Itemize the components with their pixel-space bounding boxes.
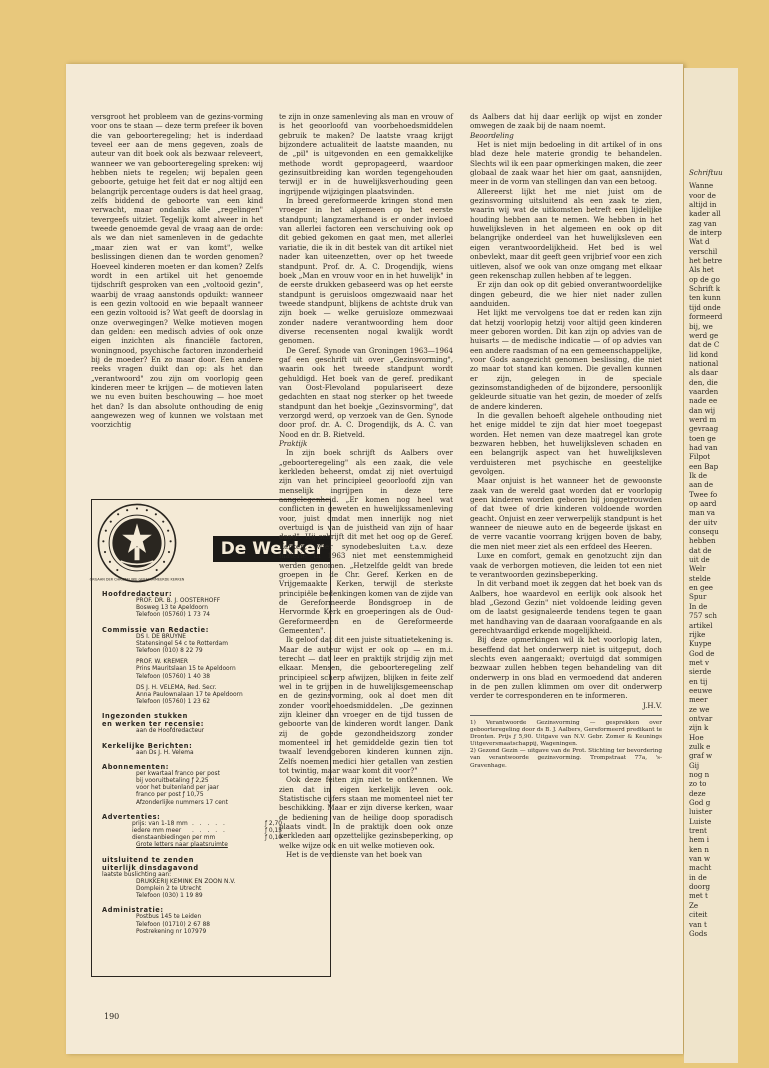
facing-page-line: hem i: [689, 835, 710, 845]
facing-page-line: God de: [689, 648, 715, 658]
ad-rate-label: iedere mm meer: [132, 828, 182, 835]
facing-page-line: op de go: [689, 274, 720, 284]
facing-page-line: artikel: [689, 620, 713, 630]
facing-page-line: national: [689, 358, 719, 368]
page-number: 190: [104, 1012, 120, 1021]
facing-page-line: tijd onde: [689, 302, 721, 312]
facing-page-line: Gij: [689, 760, 700, 770]
ingezonden-heading: Ingezonden stukken: [102, 712, 188, 721]
facing-page-line: Kuype: [689, 639, 712, 649]
body-paragraph: In breed gereformeerde kringen stond men vroeger in het algemeen op het eerste standpunt; langzamerhand is er onder invloed van allerlei factoren een verschuiving ook op dit gebied gekomen en gaat men, met allerlei variatie, die ik in dit bestek van dit artikel niet nader kan uiteenzetten, over op het tweede standpunt. Prof. dr. A. C. Drogendijk, wiens boek „Man en vrouw voor en in het huwelijk" in de eerste drukken gebaseerd was op het eerste standpunt is geruisloos omgezwaaid naar het tweede standpunt, blijkens de achtste druk van zijn boek — welke geruisloze ommezwaai zonder nadere verantwoording hem door diverse recensenten nogal kwalijk wordt genomen.: [279, 196, 453, 346]
church-seal-icon: [89, 502, 185, 584]
facing-page-line: Spur: [689, 592, 707, 602]
facing-page-line: ze we: [689, 704, 710, 714]
member-address: Statensingel 54 c te Rotterdam: [136, 640, 229, 647]
body-paragraph: Ik geloof dat dit een juiste situatietekening is. Maar de auteur wijst er ook op — en m.i. terecht — dat leer en praktijk strijdig zijn met elkaar. Mensen, die geboorteregeling zelf principieel scherp afwijzen, blijken in feite zelf wel in te grijpen in de huwelijksgemeenschap en de gezinsvorming, ook al doet men dit zonder voorbehoedsmiddelen. „De gezinnen zijn kleiner dan vroeger en de tijd tussen de geboorte van de kinderen wordt langer. Dank zij de goede gezondheidszorg zonder momenteel in het gemiddelde gezin tien tot twaalf levendgeboren kinderen kunnen zijn. Zelfs noemen medici hier getallen van zestien tot twintig, maar waar komt dit voor?": [279, 635, 453, 776]
facing-page-line: in de: [689, 872, 707, 882]
facing-page-line: het betre: [689, 256, 723, 266]
facing-page-line: zulk e: [689, 741, 711, 751]
body-paragraph: In die gevallen behoeft algehele onthouding niet het enige middel te zijn dat hier moet toegepast worden. Het nemen van deze maatregel kan grote bezwaren hebben, het huwelijksleven schaden en een belangrijk aspect van het huwelijksleven verduisteren met psychische en geestelijke gevolgen.: [470, 411, 662, 477]
admin-line: Postbus 145 te Leiden: [136, 914, 202, 921]
subscription-line: Afzonderlijke nummers 17 cent: [136, 799, 228, 806]
abonnementen-heading: Abonnementen:: [102, 762, 170, 771]
facing-page-line: ken n: [689, 844, 709, 854]
article-column-1: [91, 112, 263, 430]
facing-page-line: lid kond: [689, 349, 719, 359]
editor-name: PROF. DR. B. J. OOSTERHOFF: [136, 598, 221, 604]
facing-page-line: stelde: [689, 573, 711, 583]
facing-page-line: verschil: [689, 246, 718, 256]
kerkelijke-target: aan Ds J. H. Velema: [136, 749, 194, 756]
facing-page-line: Schrift k: [689, 284, 721, 294]
facing-page-line: man va: [689, 508, 716, 518]
advertenties-heading: Advertenties:: [102, 812, 161, 821]
facing-page-line: 757 sch: [689, 611, 717, 621]
footnote-2: 2) Gezond Gezin — uitgave van de Prot. Stichting ter bevordering van verantwoorde gezinsvorming. Trompstraat 77a, 's-Gravenhage.: [470, 748, 662, 769]
article-column-3: [470, 112, 662, 770]
facing-page-line: op aard: [689, 499, 717, 509]
body-paragraph: Allereerst lijkt het me niet juist om de gezinsvorming uitsluitend als een zaak te zien, waarin wij wat de uitkomsten betreft een lijdelijke houding hebben aan te nemen. We hebben in het huwelijksleven in het algemeen en ook op dit belangrijke onderdeel van het huwelijksleven een eigen verantwoordelijkheid. Het bed is wel onbevlekt, maar dit geeft geen vrijbrief voor een zich uitleven, alsof we ook van onze omgang met elkaar geen rekenschap zullen hebben af te leggen.: [470, 186, 662, 280]
administratie-heading: Administratie:: [102, 906, 164, 915]
facing-page-line: trent: [689, 826, 707, 836]
facing-page-line: van t: [689, 919, 707, 929]
facing-page-line: Welr: [689, 564, 706, 574]
facing-page-line: toen ge: [689, 433, 716, 443]
magazine-title: De Wekker: [213, 536, 330, 562]
facing-page-line: werd ge: [689, 330, 719, 340]
facing-page-line: werd m: [689, 414, 717, 424]
facing-page-line: Filpot: [689, 452, 711, 462]
author-signature: J.H.V.: [642, 700, 662, 710]
facing-page-line: eeuwe: [689, 685, 713, 695]
body-paragraph: Ook deze feiten zijn niet te ontkennen. We zien dat in eigen kerkelijk leven ook. Statistische cijfers staan me momenteel niet ter beschikking. Maar er zijn diverse kerken, waar de bediening van de heilige doop sporadisch plaats vindt. In de praktijk doen ook onze kerkleden aan opzettelijke gezinsbeperking, op welke wijze ook en uit welke motieven ook.: [279, 775, 453, 850]
section-heading-praktijk: Praktijk: [279, 439, 308, 449]
facing-page-line: sierde: [689, 667, 712, 677]
facing-page-line: graf w: [689, 751, 713, 761]
body-paragraph: In zijn boek schrijft ds Aalbers over „geboorteregeling" als een zaak, die vele kerkleden beheerst, omdat zij niet overtuigd zijn van het principieel geoorloofd zijn van menselijk ingrijpen in deze tere aangelegenheid. „Er komen nog heel wat conflicten in geweten en huwelijkssamenleving voor, juist omdat men innerlijk nog niet overtuigd is van de juistheid van zijn of haar daad". Hij schrijft dit met het oog op de Geref. Kerken, wier synodebesluiten t.a.v. deze materie in 1963 niet met eenstemmigheid werden genomen. „Hetzelfde geldt van brede groepen in de Chr. Geref. Kerken en de Vrijgemaakte Kerken, terwijl de sterkste principiële bedenkingen komen van de zijde van de Gereformeerde Bondsgroep in de Hervormde Kerk en groeperingen als de Oud-Gereformeerden en de Gereformeerde Gemeenten".: [279, 448, 453, 635]
facing-page-line: citeit: [689, 910, 708, 920]
printer-phone: Telefoon (030) 1 19 89: [136, 893, 203, 900]
facing-page-line: zo to: [689, 779, 707, 789]
commissie-heading: Commissie van Redactie:: [102, 625, 209, 634]
editor-address: Bosweg 13 te Apeldoorn: [136, 605, 208, 612]
facing-page-line: kader all: [689, 209, 721, 219]
facing-page-line: van w: [689, 854, 711, 864]
facing-page-line: consequ: [689, 527, 719, 537]
facing-page-line: een Bap: [689, 461, 719, 471]
uitsluitend-heading-3: laatste buslichting aan:: [102, 871, 172, 878]
facing-page-line: der uitv: [689, 517, 718, 527]
editor-phone: Telefoon (05760) 1 73 74: [136, 612, 211, 619]
ad-rate-dots: . . . . .: [192, 828, 227, 835]
facing-page-line: had van: [689, 442, 718, 452]
ad-rate-note: Grote letters naar plaatsruimte: [136, 842, 228, 849]
facing-page-line: dat de: [689, 545, 712, 555]
body-paragraph: Het is niet mijn bedoeling in dit artikel of in ons blad deze hele materie grondig te behandelen. Slechts wil ik een paar opmerkingen maken, die zeer globaal de zaak waar het hier om gaat, aansnijden, meer in de vorm van stellingen dan van een betoog.: [470, 140, 662, 187]
member-phone: Telefoon (010) 8 22 79: [136, 648, 203, 655]
body-paragraph: Het is de verdienste van het boek van: [286, 850, 423, 860]
printer-name: DRUKKERIJ KEMINK EN ZOON N.V.: [136, 878, 236, 885]
ad-rate-label: dienstaanbiedingen per mm: [132, 835, 216, 842]
body-paragraph: te zijn in onze samenleving als man en vrouw of is het geoorloofd van voorbehoedsmiddelen gebruik te maken? De laatste vraag krijgt bijzondere actualiteit de laatste maanden, nu de „pil" is uitgevonden en een gemakkelijke methode wordt gepropageerd, waardoor gezinsuitbreiding kan worden tegengehouden terwijl er in de huwelijksverhouding geen ingrijpende wijzigingen plaatsvinden.: [279, 112, 453, 196]
facing-page-line: meer: [689, 695, 708, 705]
admin-line: Telefoon (01710) 2 67 88: [136, 921, 211, 928]
uitsluitend-heading: uitsluitend te zenden: [102, 855, 194, 864]
facing-page-edge: [684, 68, 738, 1063]
ingezonden-heading-2: en werken ter recensie:: [102, 720, 205, 729]
subscription-line: voor het buitenland per jaar: [136, 785, 219, 792]
body-paragraph: Bij deze opmerkingen wil ik het voorlopig laten, beseffend dat het onderwerp niet is uitgeput, doch slechts even aangeraakt; overtuigd dat sommigen bezwaar zullen hebben tegen behandeling van dit onderwerp in ons blad en vermoedend dat anderen in de pen zullen klimmen om over dit onderwerp verder te corresponderen en te informeren.: [470, 635, 662, 701]
facing-page-line: nade ee: [689, 396, 718, 406]
facing-page-line: met v: [689, 657, 710, 667]
facing-page-line: doorg: [689, 882, 711, 892]
facing-page-line: formeerd: [689, 312, 723, 322]
facing-page-line: Luiste: [689, 816, 712, 826]
facing-page-line: luister: [689, 807, 713, 817]
body-paragraph: Maar onjuist is het wanneer het de gewoonste zaak van de wereld gaat worden dat er voorlopig geen kinderen worden geboren bij jonggetrouwden of dat twee of drie kinderen voldoende worden geacht. Onjuist en zeer verwerpelijk standpunt is het wanneer de nieuwe auto en de begeerde ijskast en de verre vacantie voorrang krijgen boven de baby, die men niet meer ziet als een erfdeel des Heeren.: [470, 476, 662, 551]
body-paragraph: De Geref. Synode van Groningen 1963—1964 gaf een geschrift uit over „Gezinsvorming", waarin ook het tweede standpunt wordt gehuldigd. Het boek van de geref. predikant van Oost-Flevoland populariseert deze gedachten en staat nog sterker op het tweede standpunt dan het boekje „Gezinsvorming", dat verzorgd werd, op verzoek van de Gen. Synode door prof. dr. A. C. Drogendijk, ds A. C. van Nood en dr. B. Rietveld.: [279, 345, 453, 439]
facing-page-line: deze: [689, 788, 706, 798]
ad-rate-label: prijs: van 1-18 mm: [132, 820, 188, 827]
body-paragraph: Het lijkt me vervolgens toe dat er reden kan zijn dat hetzij voorlopig hetzij voor altijd geen kinderen meer geboren worden. Dit kan zijn op advies van de huisarts — de medische indicatie — of op advies van een andere raadsman of na een gemeenschappelijke, voor Gods aangezicht genomen beslissing, die niet zo maar tot stand kan komen. Die gevallen kunnen er zijn, gelegen in de speciale gezinsomstandigheden of de bijzondere, persoonlijk gekleurde situatie van het gezin, de moeder of zelfs de andere kinderen.: [470, 308, 662, 411]
facing-page-line: zag van: [689, 218, 717, 228]
facing-page-line: altijd in: [689, 200, 717, 210]
facing-page-line: als daar: [689, 368, 718, 378]
facing-page-line: God g: [689, 798, 711, 808]
member-address: Anna Paulownalaan 17 te Apeldoorn: [136, 692, 243, 699]
facing-page-title: Schriftuu: [689, 168, 723, 177]
member-name: PROF. W. KREMER: [136, 659, 188, 666]
admin-line: Postrekening nr 107979: [136, 928, 207, 935]
printer-address: Domplein 2 te Utrecht: [136, 886, 202, 893]
facing-page-line: zijn k: [689, 723, 709, 733]
member-name: DS I. DE BRUYNE: [136, 633, 186, 640]
footnotes: [470, 715, 662, 770]
ad-rate-dots: . . . . .: [192, 820, 227, 827]
facing-page-line: dat de C: [689, 340, 720, 350]
subscription-line: per kwartaal franco per post: [136, 770, 220, 777]
facing-page-line: met t: [689, 891, 708, 901]
facing-page-line: Ik de: [689, 471, 708, 480]
member-phone: Telefoon (05760) 1 40 38: [136, 673, 211, 680]
facing-page-line: uit de: [689, 555, 710, 565]
body-paragraph: versgroot het probleem van de gezins-vorming voor ons te staan — deze term prefeer ik boven die van geboorteregeling; het is inderdaad teveel eer aan de mens gegeven, zoals de auteur van dit boek ook als bezwaar releveert, wanneer we van geboorteregeling spreken: wij hebben niets te regelen; wij bepalen geen geboorte, getuige het feit dat er nog altijd een belangrijk percentage ouders is dat heel graag, zelfs biddend de geboorte van een kind verwacht, maar ondanks alle „regelingen" tevergeefs uitziet. Tegelijk komt alweer in het tweede genoemde geval de vraag aan de orde: als we dan niet samenleven in de gedachte „maar zien wat er van komt", welke beslissingen dienen dan te worden genomen? Hoeveel kinderen moeten er dan komen? Zelfs wordt in een artikel uit het genoemde tijdschrift gesproken van een „voltooid gezin", waarbij de vraag aanstonds opduikt: wanneer is een gezin voltooid en wie bepaalt wanneer een gezin voltooid is? Wat geeft de doorslag in onze overwegingen? Welke motieven mogen dan gelden: een medisch advies of ook onze eigen inzichten als financiële factoren, woningnood, psychische factoren inzonderheid bij de moeder? En zo maar door. Een andere reeks vragen duikt dan op: als het dan „verantwoord" zou zijn om voorlopig geen kinderen meer te krijgen — de motieven laten we nu even buiten beschouwing — hoe moet het dan? Is dan absolute onthouding de enig aangewezen weg of kunnen we volstaan met voorzichtig: [91, 112, 263, 430]
facing-page-line: rijke: [689, 629, 706, 639]
facing-page-line: Gods: [689, 928, 708, 938]
facing-page-line: vaarden: [689, 386, 719, 396]
footnote-1: 1) Verantwoorde Gezinsvorming — gesprekken over geboorteregeling door ds B. J. Aalbers, Gereformeerd predikant te Dronten. Prijs ƒ 5,90. Uitgave van N.V. Gebr. Zomer & Keunings Uitgeversmaatschappij, Wageningen.: [470, 720, 662, 748]
facing-page-line: Ze: [689, 900, 699, 910]
subscription-line: franco per post ƒ 10,75: [136, 792, 204, 799]
uitsluitend-heading-2: uiterlijk dinsdagavond: [102, 863, 199, 872]
facing-page-line: Wat d: [689, 237, 710, 247]
facing-page-line: nog n: [689, 770, 710, 779]
body-paragraph: In dit verband moet ik zeggen dat het boek van ds Aalbers, hoe waardevol en eerlijk ook alsook het blad „Gezond Gezin" niet voldoende leiding geven om de laatst gesignaleerde tendens tegen te gaan met handhaving van de daaraan voorafgaande en als gerechtvaardigd erkende mogelijkheid.: [470, 579, 662, 635]
facing-page-line: Hoe: [689, 732, 704, 742]
facing-page-line: gevraag: [689, 424, 719, 434]
hoofdredacteur-heading: Hoofdredacteur:: [102, 590, 173, 598]
facing-page-line: den, die: [689, 377, 718, 387]
facing-page-line: In de: [689, 601, 708, 611]
facing-page-line: ten kunn: [689, 293, 721, 303]
facing-page-line: en gee: [689, 583, 713, 593]
member-phone: Telefoon (05760) 1 23 62: [136, 699, 211, 706]
facing-page-line: de interp: [689, 228, 722, 238]
subscription-line: bij vooruitbetaling ƒ 2,25: [136, 778, 209, 785]
body-paragraph: Er zijn dan ook op dit gebied onverantwoordelijke dingen gebeurd, die we hier niet nader zullen aanduiden.: [470, 280, 662, 308]
facing-page-line: voor de: [689, 190, 716, 200]
member-name: DS J. H. VELEMA, Red. Secr.: [136, 684, 217, 691]
facing-page-line: Als het: [689, 265, 714, 275]
article-column-2: [279, 112, 453, 860]
ad-rate-value: ƒ 2,70: [264, 820, 282, 827]
facing-page-line: en tij: [689, 676, 708, 686]
facing-page-line: hebben: [689, 536, 716, 546]
magazine-page: [66, 64, 683, 1054]
body-paragraph: Luxe en comfort, gemak en genotzucht zijn dan vaak de verborgen motieven, die leiden tot een niet te verantwoorden gezinsbeperking.: [470, 551, 662, 579]
ad-rate-value: ƒ 0,15: [264, 828, 282, 835]
facing-page-line: macht: [689, 863, 712, 873]
facing-page-line: bij, we: [689, 321, 713, 331]
facing-page-line: dan wij: [689, 405, 716, 415]
body-paragraph: ds Aalbers dat hij daar eerlijk op wijst en zonder omwegen de zaak bij de naam noemt.: [470, 112, 662, 131]
facing-page-line: Twee fo: [689, 489, 718, 499]
facing-page-line: aan de: [689, 480, 714, 490]
seal-text: ORGAAN DER CHRISTELIJKE GEREFORMEERDE KERKEN: [89, 577, 185, 582]
kerkelijke-heading: Kerkelijke Berichten:: [102, 741, 193, 750]
ad-rate-value: ƒ 0,10: [264, 835, 282, 842]
ingezonden-target: aan de Hoofdredacteur: [136, 728, 205, 735]
member-address: Prins Mauritslaan 15 te Apeldoorn: [136, 666, 236, 673]
facing-page-line: Wanne: [689, 181, 714, 191]
section-heading-beoordeling: Beoordeling: [470, 130, 514, 140]
facing-page-line: ontvar: [689, 713, 713, 723]
facing-page-column: [689, 168, 769, 938]
